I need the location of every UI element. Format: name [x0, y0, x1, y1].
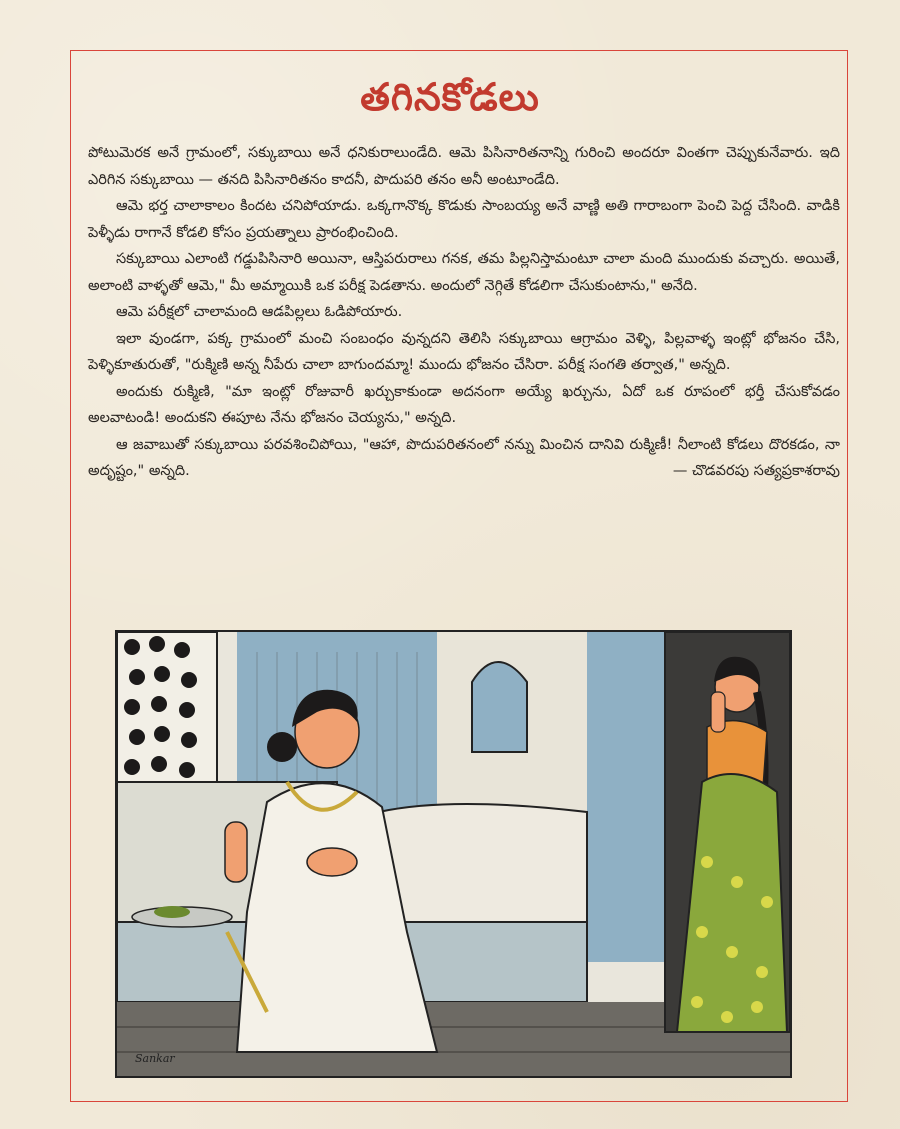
- illustration-drawing: [117, 632, 790, 1076]
- paragraph-6: అందుకు రుక్మిణి, "మా ఇంట్లో రోజువారీ ఖర్చుకాకుండా అదనంగా అయ్యే ఖర్చును, ఏదో ఒక రూపంలో భర్తీ చేసుకోవడం అలవాటండి! అందుకని ఈపూట నేను భోజనం చెయ్యను," అన్నది.: [88, 383, 840, 426]
- paragraph-7: [88, 432, 840, 485]
- wall-niche: [472, 662, 527, 752]
- paragraph-1: పోటుమెరక అనే గ్రామంలో, సక్కుబాయి అనే ధనికురాలుండేది. ఆమె పిసినారితనాన్ని గురించి అందరూ వింతగా చెప్పుకునేవారు. ఇది ఎరిగిన సక్కుబాయి — తనది పిసినారితనం కాదనీ, పొదుపరి తనం అనీ అంటూండేది.: [88, 145, 840, 188]
- paragraph-5: ఇలా వుండగా, పక్క గ్రామంలో మంచి సంబంధం వున్నదని తెలిసి సక్కుబాయి ఆగ్రామం వెళ్ళి, పిల్లవాళ్ళ ఇంట్లో భోజనం చేసి, పెళ్ళికూతురుతో, "రుక్మిణి అన్న నీపేరు చాలా బాగుందమ్మా! ముందు భోజనం చేసిరా. పరీక్ష సంగతి తర్వాత," అన్నది.: [88, 330, 840, 373]
- story-title: తగినకోడలు: [360, 75, 540, 119]
- story-illustration: [115, 630, 792, 1078]
- artist-signature: Sankar: [135, 1052, 175, 1065]
- paragraph-7-text: ఆ జవాబుతో సక్కుబాయి పరవశించిపోయి, "ఆహా, పొదుపరితనంలో నన్ను మించిన దానివి రుక్మిణీ! నీలాంటి కోడలు దొరకడం, నా అదృష్టం," అన్నది.: [88, 436, 840, 479]
- paragraph-4: ఆమె పరీక్షలో చాలామంది ఆడపిల్లలు ఓడిపోయారు.: [116, 304, 403, 320]
- paragraph-2: ఆమె భర్త చాలాకాలం కిందట చనిపోయాడు. ఒక్కగానొక్క కొడుకు సాంబయ్య అనే వాణ్ణి అతి గారాబంగా పెంచి పెద్ద చేసింది. వాడికి పెళ్ళీడు రాగానే కోడలి కోసం ప్రయత్నాలు ప్రారంభించింది.: [88, 198, 840, 241]
- paragraph-3: సక్కుబాయి ఎలాంటి గడ్డుపిసినారి అయినా, ఆస్తిపరురాలు గనక, తమ పిల్లనిస్తామంటూ చాలా మంది ముందుకు వచ్చారు. అయితే, అలాంటి వాళ్ళతో ఆమె," మీ అమ్మాయికి ఒక పరీక్ష పెడతాను. అందులో నెగ్గితే కోడలిగా చేసుకుంటాను," అనేది.: [88, 251, 840, 294]
- author-byline: — చొడవరపు సత్యప్రకాశరావు: [672, 463, 840, 479]
- story-text: [88, 140, 840, 485]
